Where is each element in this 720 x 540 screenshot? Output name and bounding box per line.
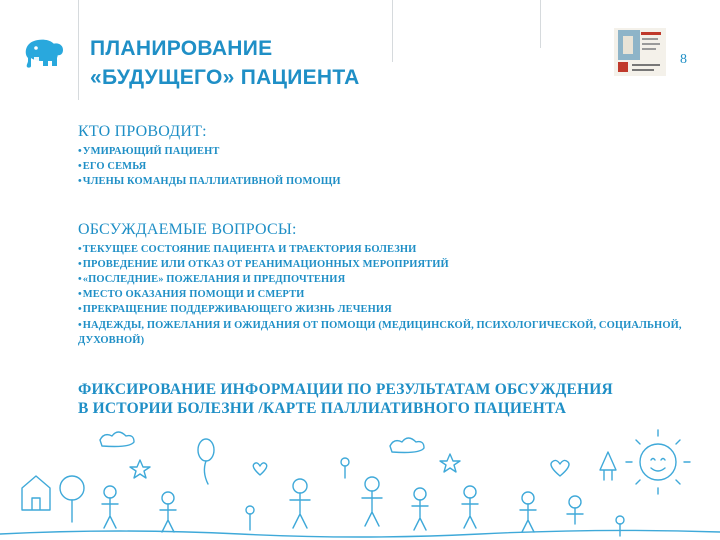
list-item: • ПРОВЕДЕНИЕ ИЛИ ОТКАЗ ОТ РЕАНИМАЦИОННЫХ МЕРОПРИЯТИЙ xyxy=(78,257,688,272)
list-item: • МЕСТО ОКАЗАНИЯ ПОМОЩИ И СМЕРТИ xyxy=(78,287,688,302)
list-item: • ЧЛЕНЫ КОМАНДЫ ПАЛЛИАТИВНОЙ ПОМОЩИ xyxy=(78,174,688,189)
divider-line-right xyxy=(540,0,541,48)
content xyxy=(78,122,688,418)
children-doodles-decoration xyxy=(0,400,720,540)
page-title-line-2: «БУДУЩЕГО» ПАЦИЕНТА xyxy=(90,66,360,89)
divider-line-left xyxy=(78,0,79,100)
list-item: • ЕГО СЕМЬЯ xyxy=(78,159,688,174)
slide-number: 8 xyxy=(680,52,687,67)
thumbnail-image xyxy=(614,28,666,76)
page-title-line-1: ПЛАНИРОВАНИЕ xyxy=(90,37,273,60)
bullet-list xyxy=(78,144,688,190)
section-topics xyxy=(78,220,688,348)
list-item: • УМИРАЮЩИЙ ПАЦИЕНТ xyxy=(78,144,688,159)
section-heading: КТО ПРОВОДИТ: xyxy=(78,123,207,140)
section-heading: ОБСУЖДАЕМЫЕ ВОПРОСЫ: xyxy=(78,220,297,238)
bullet-list xyxy=(78,242,688,348)
section-heading-line-2: В ИСТОРИИ БОЛЕЗНИ /КАРТЕ ПАЛЛИАТИВНОГО ПАЦИЕНТА xyxy=(78,400,567,418)
divider-line-center xyxy=(392,0,393,62)
page-title xyxy=(90,34,360,92)
section-heading-line-1: ФИКСИРОВАНИЕ ИНФОРМАЦИИ ПО РЕЗУЛЬТАТАМ ОБСУЖДЕНИЯ xyxy=(78,381,613,399)
section-who xyxy=(78,122,688,190)
list-item: • «ПОСЛЕДНИЕ» ПОЖЕЛАНИЯ И ПРЕДПОЧТЕНИЯ xyxy=(78,272,688,287)
list-item: • НАДЕЖДЫ, ПОЖЕЛАНИЯ И ОЖИДАНИЯ ОТ ПОМОЩИ (МЕДИЦИНСКОЙ, ПСИХОЛОГИЧЕСКОЙ, СОЦИАЛЬНОЙ, ДУХОВНОЙ) xyxy=(78,318,688,348)
elephant-icon xyxy=(22,36,66,70)
list-item: • ТЕКУЩЕЕ СОСТОЯНИЕ ПАЦИЕНТА И ТРАЕКТОРИЯ БОЛЕЗНИ xyxy=(78,242,688,257)
list-item: • ПРЕКРАЩЕНИЕ ПОДДЕРЖИВАЮЩЕГО ЖИЗНЬ ЛЕЧЕНИЯ xyxy=(78,302,688,317)
